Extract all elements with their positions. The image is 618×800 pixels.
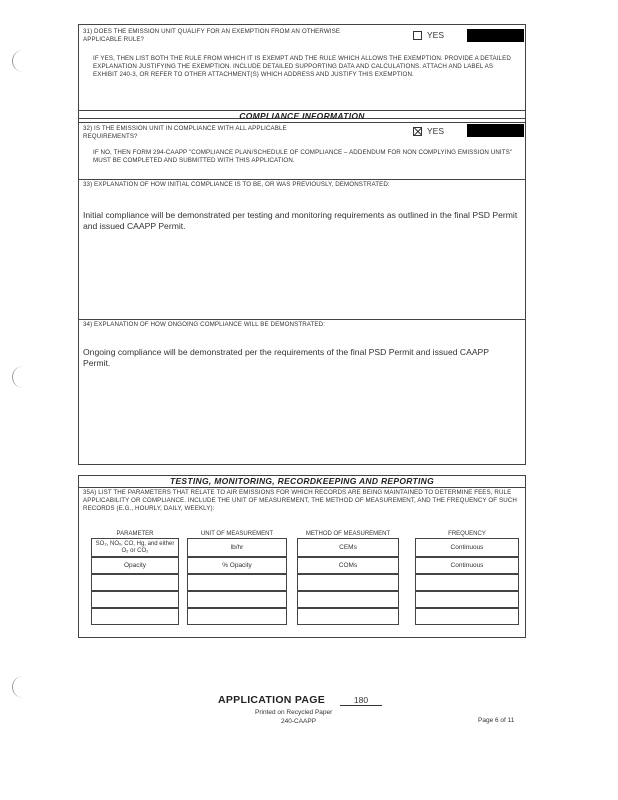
q34-answer: Ongoing compliance will be demonstrated per the requirements of the final PSD Permit and issued CAAPP Permit. bbox=[83, 347, 489, 368]
cell-text: CEMs bbox=[339, 544, 357, 551]
q33-label: 33) EXPLANATION OF HOW INITIAL COMPLIANCE IS TO BE, OR WAS PREVIOUSLY, DEMONSTRATED: bbox=[83, 181, 390, 188]
hole-punch-mark bbox=[12, 50, 23, 72]
q32-yes-checkbox-checked[interactable] bbox=[413, 127, 422, 136]
q32-yes-label: YES bbox=[427, 126, 445, 136]
q31-question: 31) DOES THE EMISSION UNIT QUALIFY FOR AN EXEMPTION FROM AN OTHERWISE APPLICABLE RULE? bbox=[83, 28, 341, 43]
compliance-header: COMPLIANCE INFORMATION bbox=[79, 111, 525, 123]
hole-punch-mark bbox=[12, 676, 23, 698]
divider bbox=[79, 179, 525, 180]
table-cell-unit[interactable] bbox=[187, 557, 287, 574]
table-cell-method[interactable] bbox=[297, 591, 399, 608]
application-page-number: 180 bbox=[340, 695, 382, 706]
table-cell-frequency[interactable] bbox=[415, 574, 519, 591]
cell-text: % Opacity bbox=[222, 562, 252, 569]
table-cell-method[interactable] bbox=[297, 557, 399, 574]
table-cell-parameter[interactable] bbox=[91, 591, 179, 608]
hole-punch-mark bbox=[12, 366, 23, 388]
testing-section bbox=[78, 475, 526, 638]
table-cell-frequency[interactable] bbox=[415, 538, 519, 557]
form-number: 240-CAAPP bbox=[281, 718, 317, 725]
column-header-frequency: FREQUENCY bbox=[448, 531, 486, 537]
q32-note: IF NO, THEN FORM 294-CAAPP "COMPLIANCE PLAN/SCHEDULE OF COMPLIANCE – ADDENDUM FOR NON COMPLYING EMISSION UNITS" MUST BE COMPLETED AND SUBMITTED WITH THIS APPLICATION. bbox=[93, 149, 513, 164]
table-cell-unit[interactable] bbox=[187, 574, 287, 591]
column-header-method: METHOD OF MEASUREMENT bbox=[305, 531, 391, 537]
page-of-count: Page 6 of 11 bbox=[478, 717, 515, 724]
table-cell-unit[interactable] bbox=[187, 538, 287, 557]
redaction-box bbox=[467, 29, 524, 42]
table-cell-method[interactable] bbox=[297, 538, 399, 557]
cell-text: COMs bbox=[338, 562, 358, 569]
cell-text: Continuous bbox=[450, 562, 484, 569]
table-cell-frequency[interactable] bbox=[415, 557, 519, 574]
table-cell-parameter[interactable] bbox=[91, 557, 179, 574]
column-header-unit: UNIT OF MEASUREMENT bbox=[200, 531, 274, 537]
q32-question: 32) IS THE EMISSION UNIT IN COMPLIANCE WITH ALL APPLICABLE REQUIREMENTS? bbox=[83, 125, 287, 140]
cell-text: SO₂, NOₓ, CO, Hg, and either O₂ or CO₂ bbox=[95, 541, 175, 554]
table-cell-frequency[interactable] bbox=[415, 608, 519, 625]
table-cell-unit[interactable] bbox=[187, 608, 287, 625]
q31-yes-checkbox[interactable] bbox=[413, 31, 422, 40]
testing-header: TESTING, MONITORING, RECORDKEEPING AND REPORTING bbox=[79, 476, 525, 488]
table-cell-parameter[interactable] bbox=[91, 608, 179, 625]
cell-text: Opacity bbox=[123, 562, 147, 569]
table-cell-parameter[interactable] bbox=[91, 538, 179, 557]
application-page-title: APPLICATION PAGE bbox=[218, 694, 326, 706]
section-31 bbox=[78, 24, 526, 119]
divider bbox=[79, 319, 525, 320]
q31-instructions: IF YES, THEN LIST BOTH THE RULE FROM WHICH IT IS EXEMPT AND THE RULE WHICH ALLOWS THE EXEMPTION. PROVIDE A DETAILED EXPLANATION JUSTIFYING THE EXEMPTION. INCLUDE DETAILED SUPPORTING DATA AND CALCULATIONS. ATTACH AND LABEL AS EXHIBIT 240-3, OR REFER TO OTHER ATTACHMENT(S) WHICH ADDRESS AND JUSTIFY THIS EXEMPTION. bbox=[93, 55, 511, 78]
redaction-box bbox=[467, 124, 524, 137]
table-cell-method[interactable] bbox=[297, 574, 399, 591]
compliance-section bbox=[78, 110, 526, 465]
table-cell-frequency[interactable] bbox=[415, 591, 519, 608]
cell-text: lb/hr bbox=[230, 544, 244, 551]
q31-yes-label: YES bbox=[427, 30, 445, 40]
cell-text: Continuous bbox=[450, 544, 484, 551]
printed-on-recycled-paper: Printed on Recycled Paper bbox=[255, 709, 333, 716]
table-cell-method[interactable] bbox=[297, 608, 399, 625]
column-header-parameter: PARAMETER bbox=[116, 531, 154, 537]
q34-label: 34) EXPLANATION OF HOW ONGOING COMPLIANCE WILL BE DEMONSTRATED: bbox=[83, 321, 326, 328]
q35-question: 35A) LIST THE PARAMETERS THAT RELATE TO AIR EMISSIONS FOR WHICH RECORDS ARE BEING MAINTAINED TO DETERMINE FEES, RULE APPLICABILITY OR COMPLIANCE. INCLUDE THE UNIT OF MEASUREMENT, THE METHOD OF MEASUREMENT, AND THE FREQUENCY OF SUCH RECORDS (E.G., HOURLY, DAILY, WEEKLY): bbox=[83, 489, 517, 512]
table-cell-unit[interactable] bbox=[187, 591, 287, 608]
table-cell-parameter[interactable] bbox=[91, 574, 179, 591]
q33-answer: Initial compliance will be demonstrated per testing and monitoring requirements as outlined in the final PSD Permit and issued CAAPP Permit. bbox=[83, 210, 518, 231]
